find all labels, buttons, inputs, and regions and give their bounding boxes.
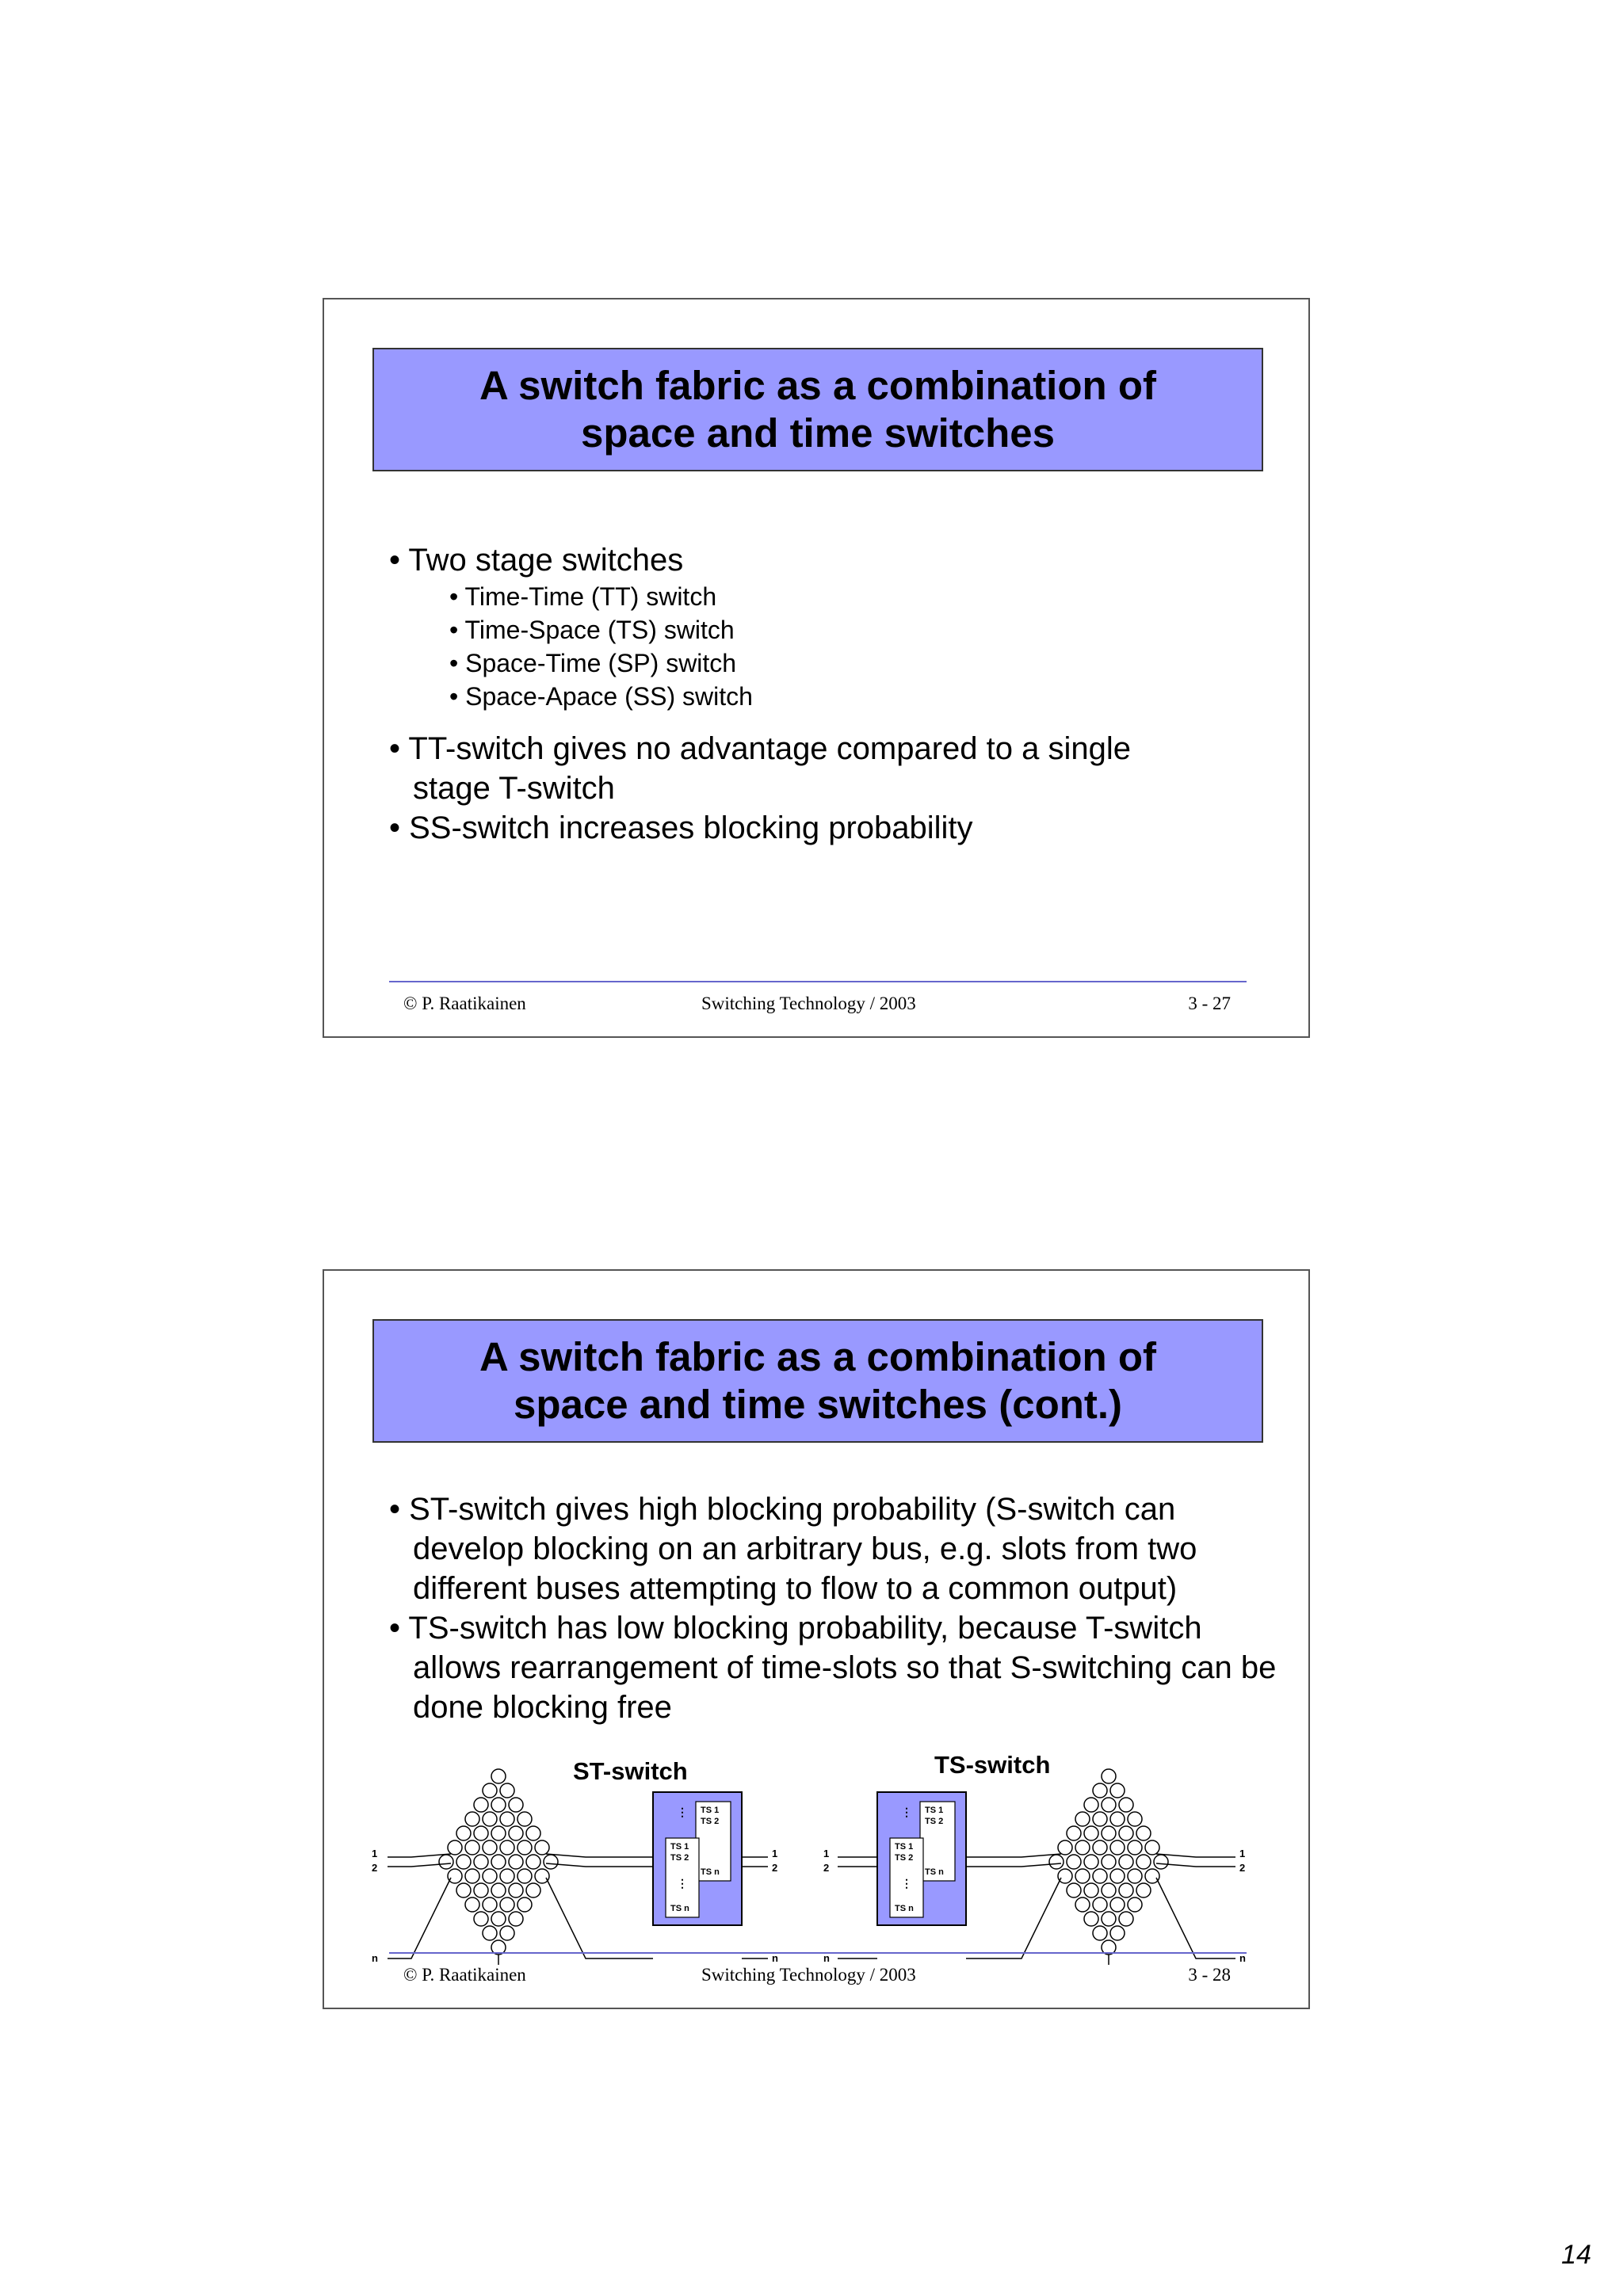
footer-course: Switching Technology / 2003 xyxy=(701,1965,916,1985)
crosspoint xyxy=(509,1798,523,1812)
ellipsis: ⋮ xyxy=(677,1806,688,1818)
crosspoint xyxy=(491,1912,506,1926)
crosspoint xyxy=(491,1883,506,1897)
crosspoint xyxy=(1136,1826,1151,1840)
crosspoint xyxy=(517,1812,532,1826)
crosspoint xyxy=(1067,1855,1081,1869)
slot-label: TS n xyxy=(670,1904,689,1913)
crosspoint xyxy=(1119,1826,1133,1840)
crosspoint xyxy=(1093,1812,1107,1826)
crosspoint xyxy=(474,1855,488,1869)
bus-line xyxy=(966,1854,1061,1857)
ellipsis: ⋮ xyxy=(677,1877,688,1890)
title-line-2: space and time switches xyxy=(580,410,1056,456)
slot-label: TS 2 xyxy=(701,1817,720,1826)
ellipsis: ⋮ xyxy=(901,1806,912,1818)
footer-course: Switching Technology / 2003 xyxy=(701,994,916,1013)
crosspoint xyxy=(1075,1840,1090,1855)
slide-title xyxy=(372,348,1263,471)
crosspoint xyxy=(509,1883,523,1897)
crosspoint xyxy=(439,1855,453,1869)
bus-line xyxy=(1156,1878,1235,1958)
slide-3-28 xyxy=(323,1269,1310,2009)
port-label: 2 xyxy=(772,1862,778,1874)
bus-line xyxy=(546,1863,653,1867)
crosspoint xyxy=(509,1855,523,1869)
port-label: 2 xyxy=(372,1862,378,1874)
crosspoint xyxy=(517,1897,532,1912)
bullet: • Two stage switches xyxy=(389,543,684,578)
crosspoint xyxy=(1102,1912,1116,1926)
crosspoint xyxy=(1093,1897,1107,1912)
crosspoint xyxy=(526,1826,540,1840)
slot-label: TS n xyxy=(895,1904,914,1913)
crosspoint xyxy=(500,1926,514,1940)
ellipsis: ⋮ xyxy=(901,1877,912,1890)
crosspoint xyxy=(1110,1783,1125,1798)
crosspoint xyxy=(1119,1798,1133,1812)
bus-line xyxy=(546,1878,653,1958)
port-label: 2 xyxy=(823,1862,830,1874)
slot-label: TS 2 xyxy=(895,1853,914,1863)
bullet: • TT-switch gives no advantage compared to a single stage T-switch xyxy=(389,731,1131,806)
bullet: • TS-switch has low blocking probability, because T-switch allows rearrangement of time-slots so that S-switching can be done blocking free xyxy=(389,1611,1277,1725)
crosspoint xyxy=(448,1840,462,1855)
crosspoint xyxy=(1136,1855,1151,1869)
title-line-2: space and time switches (cont.) xyxy=(513,1382,1123,1427)
crosspoint xyxy=(1075,1897,1090,1912)
crosspoint xyxy=(474,1883,488,1897)
crosspoint xyxy=(1093,1926,1107,1940)
crosspoint xyxy=(1067,1883,1081,1897)
crosspoint xyxy=(1102,1769,1116,1783)
slot-label: TS 1 xyxy=(925,1806,944,1815)
crosspoint xyxy=(500,1897,514,1912)
slot-label: TS 2 xyxy=(670,1853,689,1863)
slide-3-27 xyxy=(323,298,1310,1038)
crosspoint xyxy=(465,1840,479,1855)
footer-author: © P. Raatikainen xyxy=(403,1965,526,1985)
crosspoint xyxy=(1110,1897,1125,1912)
crosspoint xyxy=(474,1798,488,1812)
port-label: 1 xyxy=(772,1848,778,1859)
port-label: 2 xyxy=(1239,1862,1246,1874)
slot-label: TS 1 xyxy=(670,1842,689,1852)
crosspoint xyxy=(491,1826,506,1840)
crosspoint xyxy=(1110,1926,1125,1940)
st-switch-label: ST-switch xyxy=(573,1757,688,1785)
footer-divider xyxy=(389,981,1247,982)
port-label: n xyxy=(1239,1952,1246,1964)
crosspoint xyxy=(1084,1826,1098,1840)
crosspoint xyxy=(474,1912,488,1926)
crosspoint xyxy=(1154,1855,1168,1869)
crosspoint xyxy=(1084,1883,1098,1897)
bullet: • SS-switch increases blocking probability xyxy=(389,810,973,845)
bus-line xyxy=(966,1863,1061,1867)
crosspoint xyxy=(1075,1812,1090,1826)
crosspoint xyxy=(1102,1883,1116,1897)
crosspoint xyxy=(1084,1912,1098,1926)
crosspoint xyxy=(1128,1812,1142,1826)
sub-bullet: • Space-Apace (SS) switch xyxy=(449,682,753,711)
port-label: n xyxy=(372,1952,378,1964)
slot-label: TS 1 xyxy=(895,1842,914,1852)
crosspoint xyxy=(1093,1840,1107,1855)
crosspoint xyxy=(465,1897,479,1912)
crosspoint xyxy=(544,1855,558,1869)
slide-body xyxy=(389,540,1205,848)
crosspoint xyxy=(474,1826,488,1840)
bus-line xyxy=(546,1854,653,1857)
port-label: n xyxy=(823,1952,830,1964)
port-label: 1 xyxy=(1239,1848,1246,1859)
page-number: 14 xyxy=(1561,2240,1591,2270)
footer-author: © P. Raatikainen xyxy=(403,994,526,1013)
crosspoint xyxy=(483,1812,497,1826)
crosspoint xyxy=(526,1883,540,1897)
crosspoint xyxy=(456,1883,471,1897)
title-line-1: A switch fabric as a combination of xyxy=(479,363,1156,408)
port-label: n xyxy=(772,1952,778,1964)
crosspoint xyxy=(1110,1812,1125,1826)
port-label: 1 xyxy=(372,1848,378,1859)
crosspoint xyxy=(509,1826,523,1840)
bus-line xyxy=(1156,1863,1235,1867)
sub-bullet: • Space-Time (SP) switch xyxy=(449,649,737,677)
crosspoint xyxy=(1067,1826,1081,1840)
slot-label: TS 1 xyxy=(701,1806,720,1815)
crosspoint xyxy=(1093,1783,1107,1798)
crosspoint xyxy=(500,1812,514,1826)
crosspoint xyxy=(483,1926,497,1940)
crosspoint xyxy=(1084,1855,1098,1869)
slot-label: TS n xyxy=(925,1867,944,1877)
crosspoint xyxy=(1128,1840,1142,1855)
crosspoint xyxy=(1058,1840,1072,1855)
crosspoint xyxy=(1145,1840,1159,1855)
crosspoint xyxy=(500,1869,514,1883)
bus-line xyxy=(1156,1854,1235,1857)
crosspoint xyxy=(1102,1855,1116,1869)
bus-line xyxy=(388,1878,451,1958)
crosspoint xyxy=(483,1869,497,1883)
ts-switch-label: TS-switch xyxy=(934,1751,1051,1779)
crosspoint xyxy=(500,1783,514,1798)
slot-label: TS 2 xyxy=(925,1817,944,1826)
crosspoint xyxy=(1084,1798,1098,1812)
crosspoint xyxy=(1102,1798,1116,1812)
ts-switch-diagram xyxy=(823,1769,1246,1965)
crosspoint xyxy=(1049,1855,1064,1869)
crosspoint xyxy=(509,1912,523,1926)
crosspoint xyxy=(483,1897,497,1912)
crosspoint xyxy=(1119,1855,1133,1869)
bullet: • ST-switch gives high blocking probability (S-switch can develop blocking on an arbitrary bus, e.g. slots from two different buses attempting to flow to a common output) xyxy=(389,1492,1197,1606)
crosspoint xyxy=(1110,1840,1125,1855)
footer-slide-number: 3 - 27 xyxy=(1188,994,1231,1013)
slot-label: TS n xyxy=(701,1867,720,1877)
crosspoint xyxy=(1093,1869,1107,1883)
crosspoint xyxy=(1119,1883,1133,1897)
sub-bullet: • Time-Space (TS) switch xyxy=(449,616,735,644)
crosspoint xyxy=(491,1798,506,1812)
crosspoint xyxy=(517,1869,532,1883)
crosspoint xyxy=(1102,1826,1116,1840)
crosspoint xyxy=(1136,1883,1151,1897)
footer-slide-number: 3 - 28 xyxy=(1188,1965,1231,1985)
crosspoint xyxy=(1128,1897,1142,1912)
crosspoint xyxy=(491,1855,506,1869)
crosspoint xyxy=(491,1769,506,1783)
st-ts-switch-diagram xyxy=(372,1760,1267,1964)
crosspoint xyxy=(456,1855,471,1869)
crosspoint xyxy=(1110,1869,1125,1883)
sub-bullet: • Time-Time (TT) switch xyxy=(449,582,717,611)
port-label: 1 xyxy=(823,1848,830,1859)
title-line-1: A switch fabric as a combination of xyxy=(479,1334,1156,1379)
bus-line xyxy=(966,1878,1061,1958)
crosspoint xyxy=(1119,1912,1133,1926)
crosspoint xyxy=(465,1812,479,1826)
crosspoint xyxy=(500,1840,514,1855)
crosspoint xyxy=(526,1855,540,1869)
crosspoint xyxy=(535,1840,549,1855)
crosspoint xyxy=(465,1869,479,1883)
crosspoint xyxy=(517,1840,532,1855)
slide-body xyxy=(389,1489,1285,1727)
crosspoint xyxy=(1075,1869,1090,1883)
crosspoint xyxy=(483,1840,497,1855)
crosspoint xyxy=(483,1783,497,1798)
crosspoint xyxy=(1128,1869,1142,1883)
footer-divider xyxy=(389,1952,1247,1954)
crosspoint xyxy=(456,1826,471,1840)
st-switch-diagram xyxy=(372,1769,778,1965)
slide-title xyxy=(372,1319,1263,1443)
